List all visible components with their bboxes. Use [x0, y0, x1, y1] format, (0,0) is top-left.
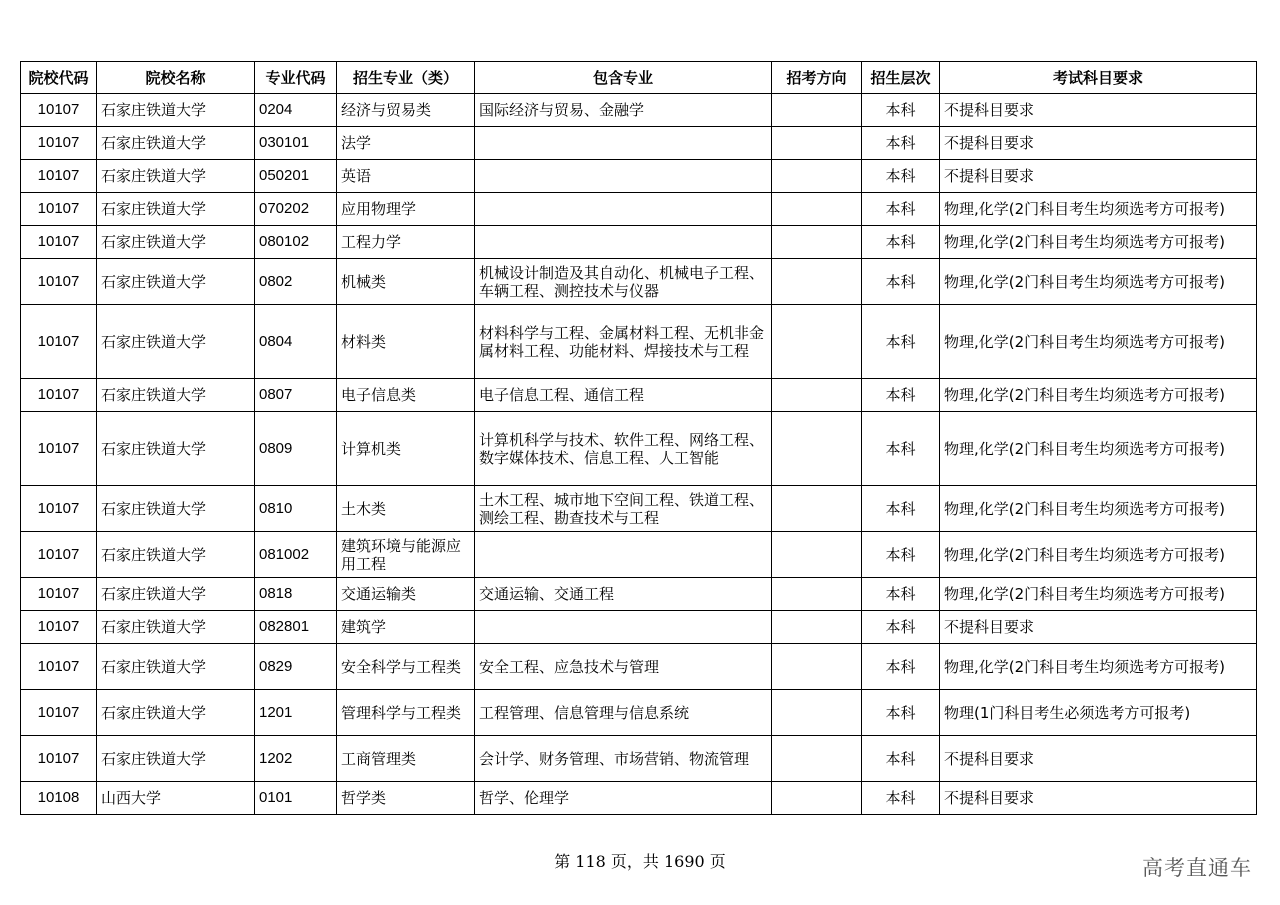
- table-row: [21, 782, 1257, 815]
- admissions-table: [20, 61, 1257, 815]
- includes-cell: [475, 532, 772, 578]
- school-code-cell: 10107: [21, 193, 97, 226]
- table-row: [21, 412, 1257, 486]
- school-code-cell: 10107: [21, 644, 97, 690]
- school-code-cell: 10107: [21, 532, 97, 578]
- table-row: [21, 379, 1257, 412]
- school-name-cell: 山西大学: [97, 782, 255, 815]
- major-code-cell: 030101: [255, 127, 337, 160]
- header-school-name: 院校名称: [97, 62, 255, 94]
- direction-cell: [772, 379, 862, 412]
- includes-cell: 安全工程、应急技术与管理: [475, 644, 772, 690]
- requirement-cell: 不提科目要求: [940, 160, 1257, 193]
- major-code-cell: 081002: [255, 532, 337, 578]
- table-row: [21, 160, 1257, 193]
- table-row: [21, 690, 1257, 736]
- major-cell: 工程力学: [337, 226, 475, 259]
- major-cell: 工商管理类: [337, 736, 475, 782]
- school-name-cell: 石家庄铁道大学: [97, 532, 255, 578]
- header-major: 招生专业（类）: [337, 62, 475, 94]
- includes-cell: [475, 127, 772, 160]
- header-direction: 招考方向: [772, 62, 862, 94]
- level-cell: 本科: [862, 690, 940, 736]
- major-cell: 建筑学: [337, 611, 475, 644]
- direction-cell: [772, 226, 862, 259]
- school-name-cell: 石家庄铁道大学: [97, 379, 255, 412]
- direction-cell: [772, 259, 862, 305]
- requirement-cell: 物理,化学(2门科目考生均须选考方可报考): [940, 259, 1257, 305]
- table-row: [21, 736, 1257, 782]
- requirement-cell: 不提科目要求: [940, 782, 1257, 815]
- includes-cell: [475, 611, 772, 644]
- direction-cell: [772, 305, 862, 379]
- requirement-cell: 不提科目要求: [940, 736, 1257, 782]
- header-requirement: 考试科目要求: [940, 62, 1257, 94]
- school-code-cell: 10107: [21, 226, 97, 259]
- school-name-cell: 石家庄铁道大学: [97, 259, 255, 305]
- school-code-cell: 10108: [21, 782, 97, 815]
- major-cell: 应用物理学: [337, 193, 475, 226]
- level-cell: 本科: [862, 611, 940, 644]
- includes-cell: [475, 226, 772, 259]
- major-code-cell: 1202: [255, 736, 337, 782]
- school-name-cell: 石家庄铁道大学: [97, 127, 255, 160]
- school-name-cell: 石家庄铁道大学: [97, 611, 255, 644]
- direction-cell: [772, 644, 862, 690]
- major-cell: 土木类: [337, 486, 475, 532]
- school-name-cell: 石家庄铁道大学: [97, 160, 255, 193]
- includes-cell: [475, 193, 772, 226]
- major-code-cell: 0804: [255, 305, 337, 379]
- includes-cell: [475, 160, 772, 193]
- school-code-cell: 10107: [21, 160, 97, 193]
- table-row: [21, 532, 1257, 578]
- table-row: [21, 259, 1257, 305]
- table-row: [21, 226, 1257, 259]
- major-code-cell: 0204: [255, 94, 337, 127]
- level-cell: 本科: [862, 379, 940, 412]
- table-row: [21, 127, 1257, 160]
- requirement-cell: 物理,化学(2门科目考生均须选考方可报考): [940, 486, 1257, 532]
- includes-cell: 交通运输、交通工程: [475, 578, 772, 611]
- school-code-cell: 10107: [21, 486, 97, 532]
- major-cell: 法学: [337, 127, 475, 160]
- includes-cell: 会计学、财务管理、市场营销、物流管理: [475, 736, 772, 782]
- school-name-cell: 石家庄铁道大学: [97, 578, 255, 611]
- includes-cell: 计算机科学与技术、软件工程、网络工程、数字媒体技术、信息工程、人工智能: [475, 412, 772, 486]
- requirement-cell: 物理,化学(2门科目考生均须选考方可报考): [940, 412, 1257, 486]
- level-cell: 本科: [862, 127, 940, 160]
- requirement-cell: 物理,化学(2门科目考生均须选考方可报考): [940, 532, 1257, 578]
- requirement-cell: 物理,化学(2门科目考生均须选考方可报考): [940, 305, 1257, 379]
- major-code-cell: 0802: [255, 259, 337, 305]
- requirement-cell: 物理,化学(2门科目考生均须选考方可报考): [940, 226, 1257, 259]
- table-row: [21, 611, 1257, 644]
- direction-cell: [772, 736, 862, 782]
- school-code-cell: 10107: [21, 611, 97, 644]
- table-body: [21, 94, 1257, 815]
- major-code-cell: 070202: [255, 193, 337, 226]
- includes-cell: 机械设计制造及其自动化、机械电子工程、车辆工程、测控技术与仪器: [475, 259, 772, 305]
- level-cell: 本科: [862, 94, 940, 127]
- school-name-cell: 石家庄铁道大学: [97, 412, 255, 486]
- includes-cell: 国际经济与贸易、金融学: [475, 94, 772, 127]
- watermark: 高考直通车: [1142, 856, 1252, 880]
- header-school-code: 院校代码: [21, 62, 97, 94]
- level-cell: 本科: [862, 578, 940, 611]
- header-includes: 包含专业: [475, 62, 772, 94]
- major-code-cell: 080102: [255, 226, 337, 259]
- direction-cell: [772, 94, 862, 127]
- major-cell: 管理科学与工程类: [337, 690, 475, 736]
- level-cell: 本科: [862, 305, 940, 379]
- level-cell: 本科: [862, 532, 940, 578]
- school-name-cell: 石家庄铁道大学: [97, 226, 255, 259]
- direction-cell: [772, 193, 862, 226]
- school-name-cell: 石家庄铁道大学: [97, 305, 255, 379]
- major-code-cell: 0809: [255, 412, 337, 486]
- table-row: [21, 305, 1257, 379]
- requirement-cell: 物理,化学(2门科目考生均须选考方可报考): [940, 379, 1257, 412]
- direction-cell: [772, 412, 862, 486]
- level-cell: 本科: [862, 193, 940, 226]
- school-name-cell: 石家庄铁道大学: [97, 736, 255, 782]
- major-cell: 建筑环境与能源应用工程: [337, 532, 475, 578]
- includes-cell: 材料科学与工程、金属材料工程、无机非金属材料工程、功能材料、焊接技术与工程: [475, 305, 772, 379]
- major-cell: 安全科学与工程类: [337, 644, 475, 690]
- level-cell: 本科: [862, 226, 940, 259]
- table-row: [21, 94, 1257, 127]
- direction-cell: [772, 486, 862, 532]
- table-row: [21, 486, 1257, 532]
- major-cell: 经济与贸易类: [337, 94, 475, 127]
- direction-cell: [772, 611, 862, 644]
- major-code-cell: 0101: [255, 782, 337, 815]
- school-code-cell: 10107: [21, 259, 97, 305]
- table-row: [21, 193, 1257, 226]
- major-cell: 材料类: [337, 305, 475, 379]
- major-code-cell: 082801: [255, 611, 337, 644]
- school-code-cell: 10107: [21, 578, 97, 611]
- level-cell: 本科: [862, 486, 940, 532]
- table-row: [21, 578, 1257, 611]
- level-cell: 本科: [862, 259, 940, 305]
- requirement-cell: 物理,化学(2门科目考生均须选考方可报考): [940, 644, 1257, 690]
- school-code-cell: 10107: [21, 736, 97, 782]
- school-code-cell: 10107: [21, 94, 97, 127]
- major-code-cell: 1201: [255, 690, 337, 736]
- major-cell: 机械类: [337, 259, 475, 305]
- school-code-cell: 10107: [21, 127, 97, 160]
- level-cell: 本科: [862, 160, 940, 193]
- level-cell: 本科: [862, 412, 940, 486]
- direction-cell: [772, 690, 862, 736]
- requirement-cell: 物理(1门科目考生必须选考方可报考): [940, 690, 1257, 736]
- school-code-cell: 10107: [21, 379, 97, 412]
- direction-cell: [772, 578, 862, 611]
- school-name-cell: 石家庄铁道大学: [97, 486, 255, 532]
- header-level: 招生层次: [862, 62, 940, 94]
- header-major-code: 专业代码: [255, 62, 337, 94]
- major-code-cell: 050201: [255, 160, 337, 193]
- includes-cell: 土木工程、城市地下空间工程、铁道工程、测绘工程、勘查技术与工程: [475, 486, 772, 532]
- school-name-cell: 石家庄铁道大学: [97, 94, 255, 127]
- requirement-cell: 不提科目要求: [940, 127, 1257, 160]
- requirement-cell: 物理,化学(2门科目考生均须选考方可报考): [940, 193, 1257, 226]
- direction-cell: [772, 127, 862, 160]
- school-code-cell: 10107: [21, 305, 97, 379]
- major-cell: 英语: [337, 160, 475, 193]
- school-name-cell: 石家庄铁道大学: [97, 690, 255, 736]
- table-header-row: [21, 62, 1257, 94]
- school-name-cell: 石家庄铁道大学: [97, 644, 255, 690]
- includes-cell: 哲学、伦理学: [475, 782, 772, 815]
- major-cell: 交通运输类: [337, 578, 475, 611]
- level-cell: 本科: [862, 782, 940, 815]
- requirement-cell: 物理,化学(2门科目考生均须选考方可报考): [940, 578, 1257, 611]
- school-name-cell: 石家庄铁道大学: [97, 193, 255, 226]
- major-code-cell: 0829: [255, 644, 337, 690]
- requirement-cell: 不提科目要求: [940, 94, 1257, 127]
- major-cell: 计算机类: [337, 412, 475, 486]
- major-code-cell: 0810: [255, 486, 337, 532]
- major-code-cell: 0807: [255, 379, 337, 412]
- page-number: 第 118 页，共 1690 页: [554, 852, 726, 871]
- includes-cell: 工程管理、信息管理与信息系统: [475, 690, 772, 736]
- includes-cell: 电子信息工程、通信工程: [475, 379, 772, 412]
- level-cell: 本科: [862, 644, 940, 690]
- school-code-cell: 10107: [21, 412, 97, 486]
- table-row: [21, 644, 1257, 690]
- requirement-cell: 不提科目要求: [940, 611, 1257, 644]
- major-cell: 哲学类: [337, 782, 475, 815]
- direction-cell: [772, 160, 862, 193]
- direction-cell: [772, 532, 862, 578]
- school-code-cell: 10107: [21, 690, 97, 736]
- major-cell: 电子信息类: [337, 379, 475, 412]
- direction-cell: [772, 782, 862, 815]
- major-code-cell: 0818: [255, 578, 337, 611]
- level-cell: 本科: [862, 736, 940, 782]
